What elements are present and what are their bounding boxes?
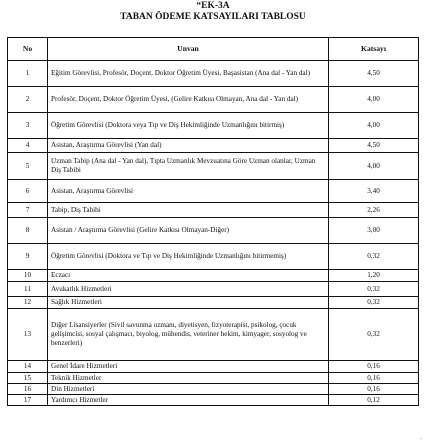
column-header-unvan: Unvan (48, 38, 329, 61)
row-coefficient: 1,20 (329, 270, 419, 282)
row-coefficient: 3,40 (329, 180, 419, 203)
row-title: Din Hizmetleri (48, 384, 329, 395)
row-number: 7 (8, 203, 48, 218)
row-coefficient: 0,32 (329, 309, 419, 361)
row-number: 8 (8, 218, 48, 244)
table-row (8, 297, 419, 309)
row-title: Asistan, Araştırma Görevlisi (Yan dal) (48, 139, 329, 153)
row-title: Avukatlık Hizmetleri (48, 282, 329, 297)
row-coefficient: 0,32 (329, 244, 419, 270)
table-row (8, 218, 419, 244)
table-row (8, 180, 419, 203)
row-number: 9 (8, 244, 48, 270)
row-title: Öğretim Görevlisi (Doktora ve Tıp ve Diş Hekimliğinde Uzmanlığını bitirmemiş) (48, 244, 329, 270)
closing-quote-mark: ” (420, 437, 422, 442)
row-number: 12 (8, 297, 48, 309)
row-number: 11 (8, 282, 48, 297)
table-row (8, 153, 419, 180)
row-coefficient: 3,00 (329, 218, 419, 244)
row-number: 16 (8, 384, 48, 395)
row-coefficient: 0,32 (329, 297, 419, 309)
row-coefficient: 4,00 (329, 87, 419, 113)
table-row (8, 244, 419, 270)
coefficient-table (7, 37, 419, 406)
row-number: 1 (8, 61, 48, 87)
table-header-row (8, 38, 419, 61)
row-coefficient: 4,00 (329, 153, 419, 180)
table-row (8, 113, 419, 139)
row-coefficient: 4,50 (329, 61, 419, 87)
row-number: 4 (8, 139, 48, 153)
row-number: 14 (8, 361, 48, 373)
row-number: 3 (8, 113, 48, 139)
table-row (8, 282, 419, 297)
row-title: Genel İdare Hizmetleri (48, 361, 329, 373)
row-coefficient: 0,16 (329, 373, 419, 384)
row-title: Teknik Hizmetler (48, 373, 329, 384)
column-header-katsayi: Katsayı (329, 38, 419, 61)
table-row (8, 373, 419, 384)
document-title: TABAN ÖDEME KATSAYILARI TABLOSU (120, 12, 306, 22)
table-row (8, 139, 419, 153)
table-row (8, 61, 419, 87)
document-title-annex: “EK-3A (196, 1, 230, 11)
table-row (8, 361, 419, 373)
table-row (8, 203, 419, 218)
row-title: Profesör, Doçent, Doktor Öğretim Üyesi, (Gelire Katkısı Olmayan, Ana dal - Yan dal) (48, 87, 329, 113)
row-coefficient: 0,12 (329, 395, 419, 406)
row-title: Yardımcı Hizmetler (48, 395, 329, 406)
row-title: Asistan, Araştırma Görevlisi (48, 180, 329, 203)
row-number: 10 (8, 270, 48, 282)
row-title: Sağlık Hizmetleri (48, 297, 329, 309)
row-number: 17 (8, 395, 48, 406)
table-row (8, 309, 419, 361)
row-number: 13 (8, 309, 48, 361)
row-coefficient: 4,50 (329, 139, 419, 153)
row-number: 15 (8, 373, 48, 384)
table-row (8, 87, 419, 113)
table-row (8, 270, 419, 282)
row-title: Diğer Lisansiyerler (Sivil savunma uzmanı, diyetisyen, fizyoterapist, psikolog, çocuk gelişimcisi, sosyal çalışmacı, biyolog, mühendis, veteriner hekim, kimyager, sosyolog ve benzerleri) (48, 309, 329, 361)
row-number: 2 (8, 87, 48, 113)
row-number: 5 (8, 153, 48, 180)
row-title: Öğretim Görevlisi (Doktora veya Tıp ve Diş Hekimliğinde Uzmanlığını bitirmiş) (48, 113, 329, 139)
table-row (8, 395, 419, 406)
row-coefficient: 0,16 (329, 384, 419, 395)
column-header-no: No (8, 38, 48, 61)
row-title: Uzman Tabip (Ana dal - Yan dal), Tıpta Uzmanlık Mevzuatına Göre Uzman olanlar, Uzman Diş Tabibi (48, 153, 329, 180)
row-title: Eğitim Görevlisi, Profesör, Doçent, Doktor Öğretim Üyesi, Başasistan (Ana dal - Yan dal) (48, 61, 329, 87)
table-row (8, 384, 419, 395)
row-coefficient: 2,26 (329, 203, 419, 218)
row-title: Asistan / Araştırma Görevlisi (Gelire Katkısı Olmayan-Diğer) (48, 218, 329, 244)
row-title: Eczacı (48, 270, 329, 282)
row-number: 6 (8, 180, 48, 203)
row-coefficient: 0,32 (329, 282, 419, 297)
row-coefficient: 4,00 (329, 113, 419, 139)
row-coefficient: 0,16 (329, 361, 419, 373)
row-title: Tabip, Diş Tabibi (48, 203, 329, 218)
